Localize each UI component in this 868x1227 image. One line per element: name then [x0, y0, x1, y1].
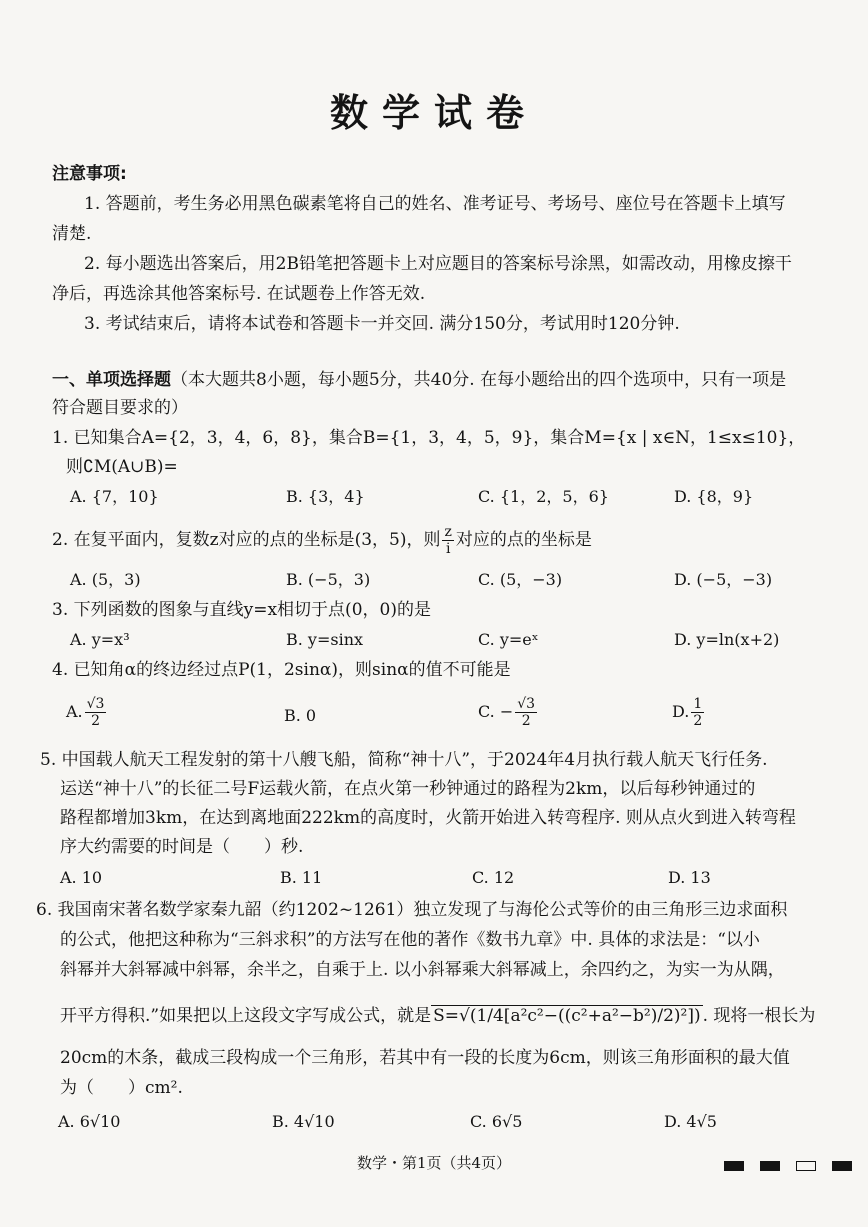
question-2-option-d[interactable]: D. (−5，−3) [674, 570, 773, 589]
section-title: 一、单项选择题 [52, 370, 171, 390]
question-5-option-d[interactable]: D. 13 [668, 868, 711, 887]
question-6-stem-cont: 20cm的木条，截成三段构成一个三角形，若其中有一段的长度为6cm，则该三角形面积的最大值 [60, 1048, 790, 1068]
question-5-option-a[interactable]: A. 10 [60, 868, 103, 887]
fraction [442, 524, 453, 557]
option-sign: − [499, 702, 514, 721]
option-label: A. [66, 702, 83, 721]
fraction-denominator: i [445, 541, 451, 557]
question-6-stem-cont: 的公式，他把这种称为“三斜求积”的方法写在他的著作《数书九章》中. 具体的求法是：“以小 [60, 930, 760, 950]
fraction-denominator: 2 [693, 713, 703, 729]
marker-block [832, 1161, 852, 1171]
question-2-option-a[interactable]: A. (5，3) [70, 570, 141, 589]
section-desc-cont: 符合题目要求的） [52, 398, 188, 418]
question-1-stem: 1. 已知集合A={2，3，4，6，8}，集合B={1，3，4，5，9}，集合M={x | x∈N，1≤x≤10}， [52, 428, 806, 448]
fraction-numerator: √3 [517, 696, 536, 712]
notice-item: 净后，再选涂其他答案标号. 在试题卷上作答无效. [52, 284, 426, 304]
page-marker-blocks [724, 1156, 852, 1175]
question-5-option-c[interactable]: C. 12 [472, 868, 515, 887]
question-3-option-b[interactable]: B. y=sinx [286, 630, 364, 649]
marker-block [760, 1161, 780, 1171]
notice-item: 清楚. [52, 224, 92, 244]
marker-block-hollow [796, 1161, 816, 1171]
question-6-stem-cont: 为（ ）cm². [60, 1078, 183, 1098]
question-6-stem: 6. 我国南宋著名数学家秦九韶（约1202~1261）独立发现了与海伦公式等价的由三角形三边求面积 [36, 900, 788, 920]
section-heading [52, 368, 832, 392]
question-6-formula-line [60, 1004, 850, 1028]
question-1-option-d[interactable]: D. {8，9} [674, 487, 754, 506]
question-2-stem-text: 对应的点的坐标是 [455, 530, 592, 550]
notice-item: 1. 答题前，考生务必用黑色碳素笔将自己的姓名、准考证号、考场号、座位号在答题卡上填写 [84, 194, 786, 214]
question-4-option-d[interactable] [672, 696, 706, 729]
fraction-numerator: √3 [86, 696, 105, 712]
question-6-option-b[interactable]: B. 4√10 [272, 1112, 335, 1131]
question-4-option-a[interactable] [66, 696, 108, 729]
fraction-numerator: z [444, 524, 452, 540]
fraction-numerator: 1 [693, 696, 703, 712]
question-2-option-b[interactable]: B. (−5，3) [286, 570, 371, 589]
fraction-denominator: 2 [91, 713, 101, 729]
fraction-denominator: 2 [521, 713, 531, 729]
question-5-stem: 5. 中国载人航天工程发射的第十八艘飞船，简称“神十八”，于2024年4月执行载人航天飞行任务. [40, 750, 768, 770]
question-5-option-b[interactable]: B. 11 [280, 868, 323, 887]
question-6-option-a[interactable]: A. 6√10 [58, 1112, 121, 1131]
question-2-option-c[interactable]: C. (5，−3) [478, 570, 563, 589]
notice-item: 2. 每小题选出答案后，用2B铅笔把答题卡上对应题目的答案标号涂黑，如需改动，用橡皮擦干 [84, 254, 792, 274]
question-1-option-a[interactable]: A. {7，10} [70, 487, 159, 506]
question-1-option-b[interactable]: B. {3，4} [286, 487, 365, 506]
question-5-stem-cont: 运送“神十八”的长征二号F运载火箭，在点火第一秒钟通过的路程为2km，以后每秒钟通过的 [60, 779, 756, 799]
question-6-text: 开平方得积.”如果把以上这段文字写成公式，就是 [60, 1006, 432, 1026]
section-desc: （本大题共8小题，每小题5分，共40分. 在每小题给出的四个选项中，只有一项是 [171, 370, 787, 390]
question-6-option-d[interactable]: D. 4√5 [664, 1112, 717, 1131]
option-label: C. [478, 702, 495, 721]
question-3-option-d[interactable]: D. y=ln(x+2) [674, 630, 780, 649]
question-6-option-c[interactable]: C. 6√5 [470, 1112, 523, 1131]
notice-item: 3. 考试结束后，请将本试卷和答题卡一并交回. 满分150分，考试用时120分钟. [84, 314, 680, 334]
question-3-option-a[interactable]: A. y=x³ [70, 630, 130, 649]
page-footer: 数学・第1页（共4页） [356, 1154, 512, 1172]
question-6-text: . 现将一根长为 [702, 1006, 816, 1026]
question-5-stem-cont: 路程都增加3km，在达到离地面222km的高度时，火箭开始进入转弯程序. 则从点火到进入转弯程 [60, 808, 796, 828]
question-3-stem: 3. 下列函数的图象与直线y=x相切于点(0，0)的是 [52, 600, 431, 620]
notice-heading: 注意事项: [52, 164, 127, 184]
area-formula: S=√(1/4[a²c²−((c²+a²−b²)/2)²]) [433, 1006, 701, 1026]
question-2-stem [52, 524, 832, 557]
question-1-option-c[interactable]: C. {1，2，5，6} [478, 487, 609, 506]
fraction [691, 696, 704, 729]
page-title: 数学试卷 [329, 91, 538, 135]
question-1-stem-cont: 则∁M(A∪B)= [66, 457, 178, 477]
option-label: D. [672, 702, 690, 721]
question-2-stem-text: 2. 在复平面内，复数z对应的点的坐标是(3，5)，则 [52, 530, 441, 550]
question-4-option-c[interactable] [478, 696, 539, 729]
question-3-option-c[interactable]: C. y=eˣ [478, 630, 539, 649]
question-6-stem-cont: 斜幂并大斜幂减中斜幂，余半之，自乘于上. 以小斜幂乘大斜幂减上，余四约之，为实一为从隅， [60, 960, 785, 980]
question-4-stem: 4. 已知角α的终边经过点P(1，2sinα)，则sinα的值不可能是 [52, 660, 511, 680]
question-4-option-b[interactable]: B. 0 [284, 706, 317, 725]
marker-block [724, 1161, 744, 1171]
question-5-stem-cont: 序大约需要的时间是（ ）秒. [60, 837, 304, 857]
fraction [85, 696, 107, 729]
fraction [515, 696, 537, 729]
